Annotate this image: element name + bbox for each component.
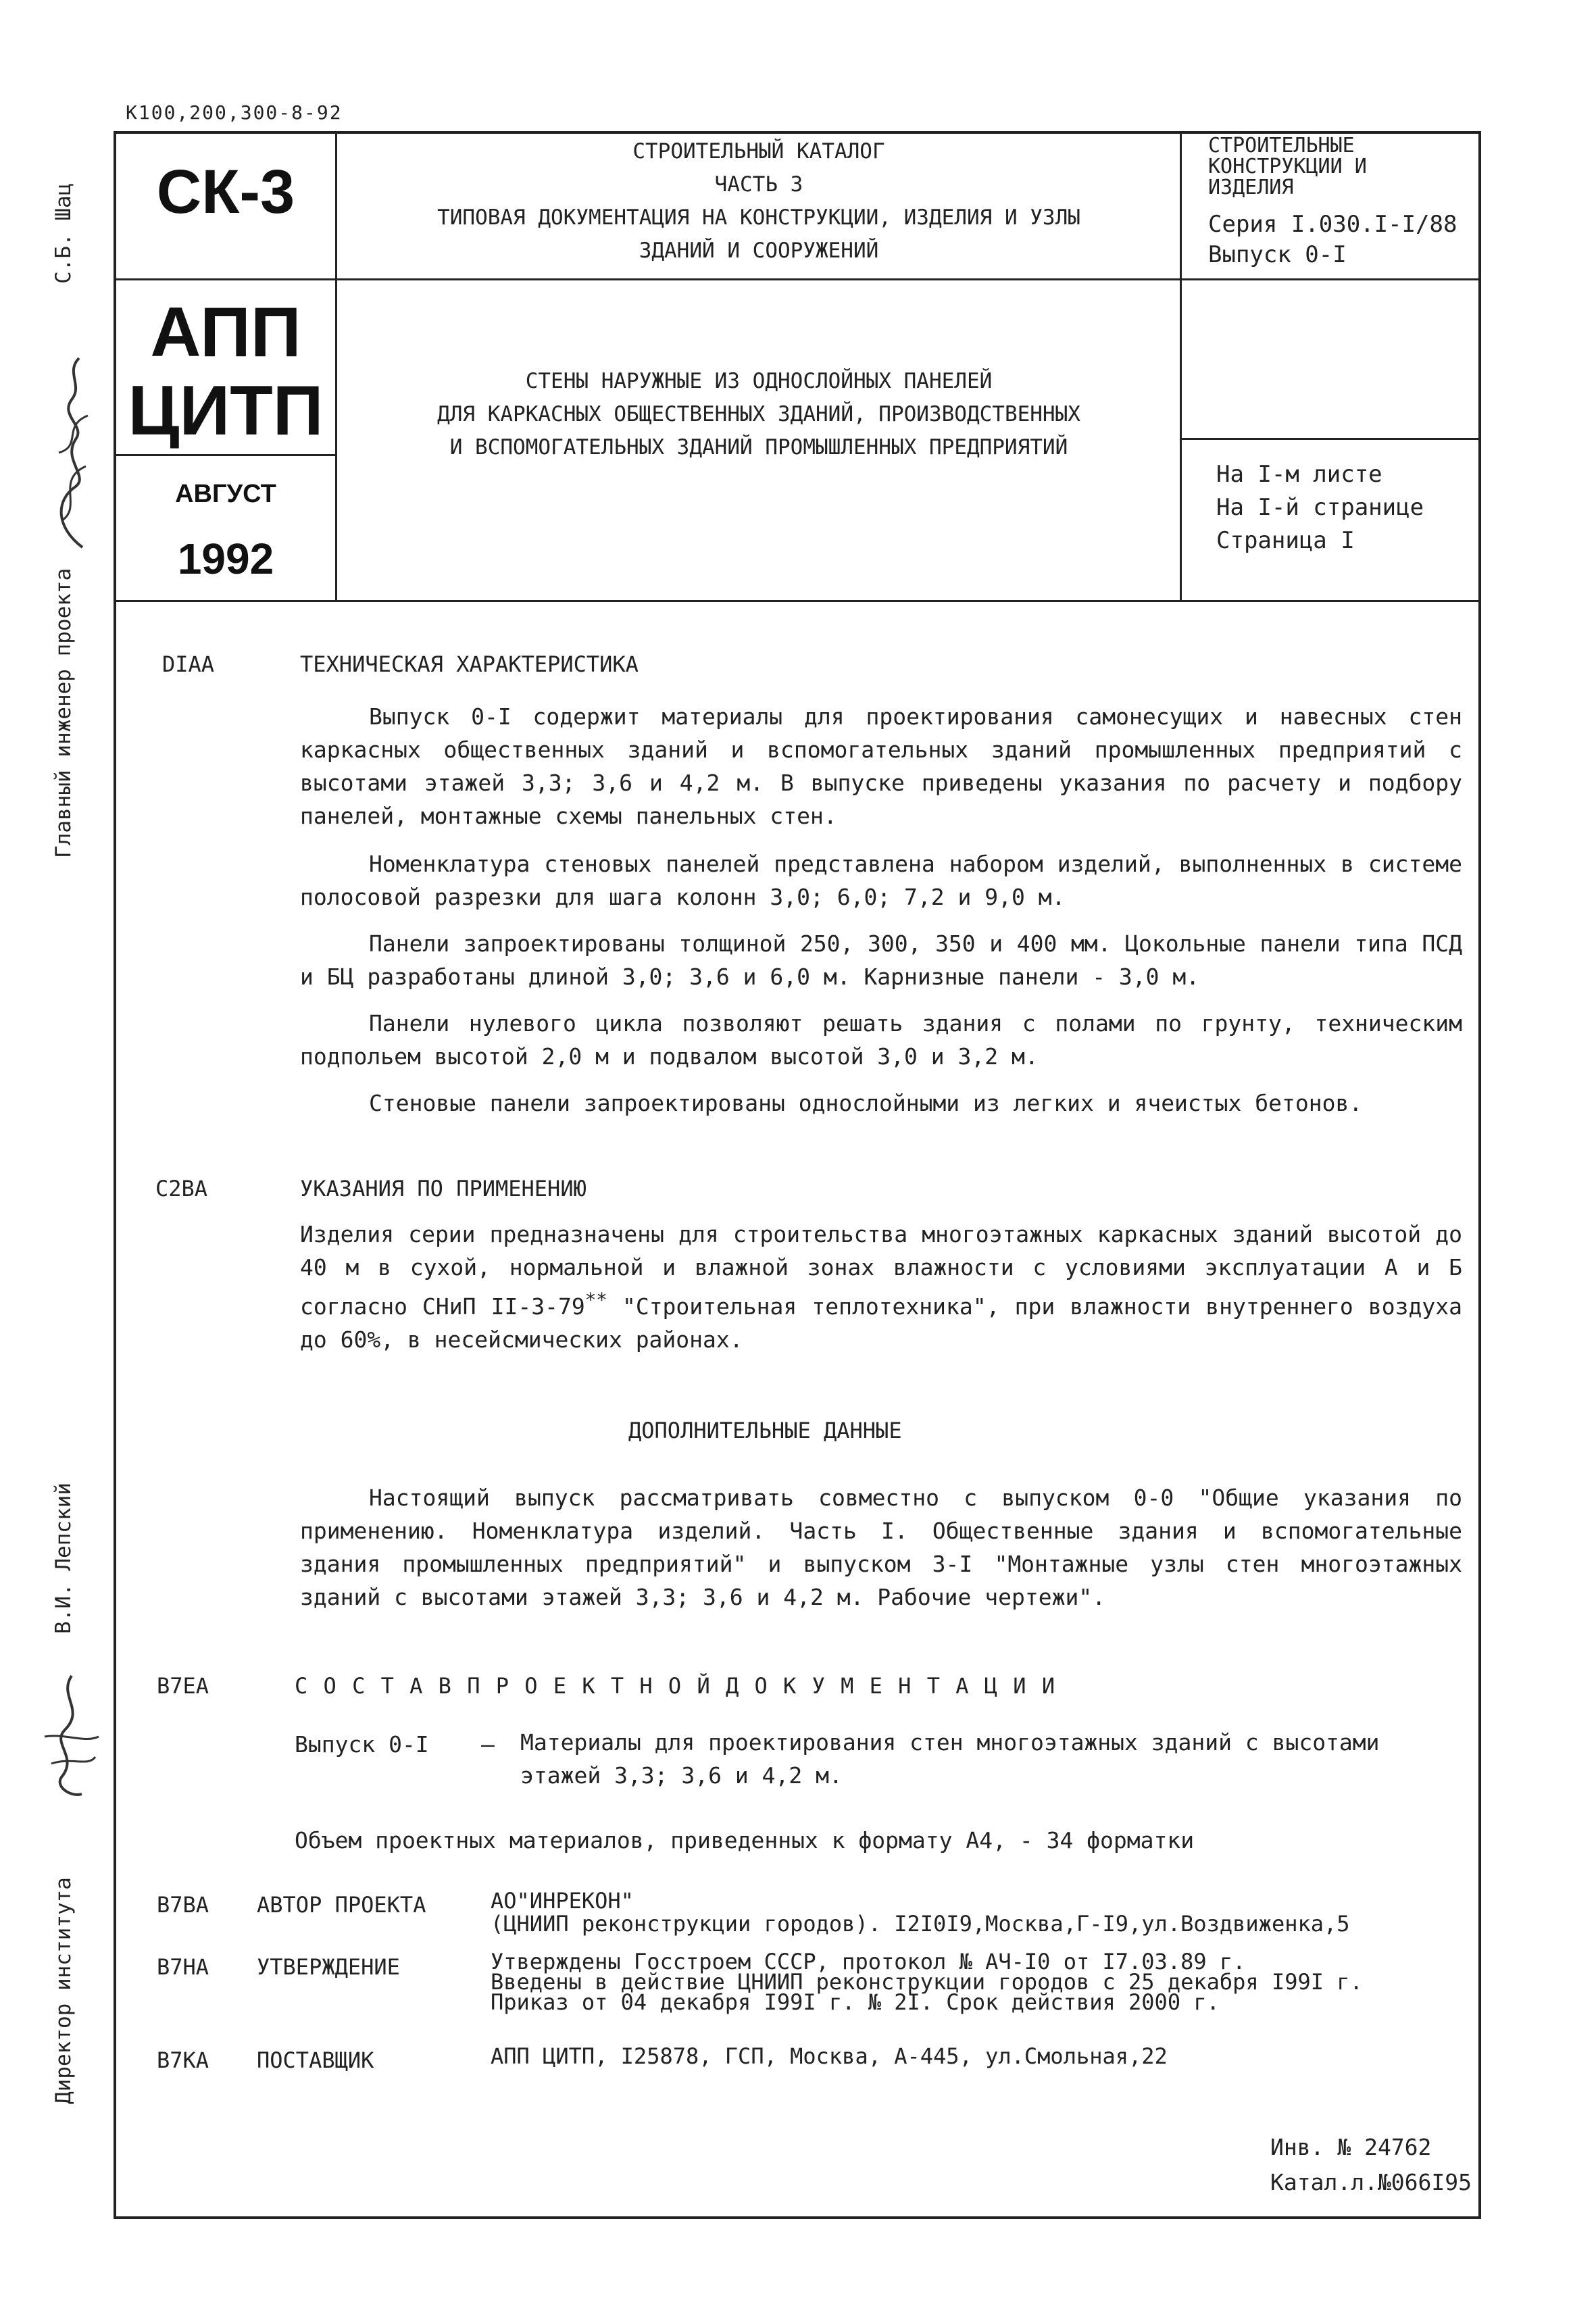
- publisher-name-2: ЦИТП: [128, 372, 324, 450]
- supplier-line: АПП ЦИТП, I25878, ГСП, Москва, А-445, ул.Смольная,22: [491, 2043, 1168, 2069]
- section-code: B7BA: [157, 1892, 209, 1918]
- issue-description: Материалы для проектирования стен многоэтажных зданий с высотами этажей 3,3; 3,6 и 4,2 м.: [520, 1729, 1380, 1789]
- title-line: СТЕНЫ НАРУЖНЫЕ ИЗ ОДНОСЛОЙНЫХ ПАНЕЛЕЙ: [525, 369, 993, 393]
- approval-line: Введены в действие ЦНИИП реконструкции городов с 25 декабря I99I г.: [491, 1969, 1363, 1995]
- section-heading: ТЕХНИЧЕСКАЯ ХАРАКТЕРИСТИКА: [300, 651, 639, 677]
- title-line: И ВСПОМОГАТЕЛЬНЫХ ЗДАНИЙ ПРОМЫШЛЕННЫХ ПРЕДПРИЯТИЙ: [449, 435, 1068, 459]
- catalog-line: СТРОИТЕЛЬНЫЙ КАТАЛОГ: [632, 139, 885, 164]
- series-line: СТРОИТЕЛЬНЫЕ: [1208, 134, 1355, 157]
- publish-year: 1992: [177, 534, 274, 583]
- header-row-divider: [114, 278, 1481, 280]
- director-signature: [31, 1669, 105, 1804]
- supplier-label: ПОСТАВЩИК: [257, 2047, 374, 2073]
- title-line: ДЛЯ КАРКАСНЫХ ОБЩЕСТВЕННЫХ ЗДАНИЙ, ПРОИЗВОДСТВЕННЫХ: [437, 402, 1080, 426]
- paragraph-text: "Строительная теплотехника", при влажности внутреннего воздуха до 60%, в несейсмических районах.: [300, 1293, 1462, 1353]
- approval-line: Утверждены Госстроем СССР, протокол № АЧ-I0 от I7.03.89 г.: [491, 1949, 1246, 1974]
- inventory-number: Инв. № 24762: [1270, 2134, 1432, 2160]
- dash: –: [481, 1731, 495, 1758]
- author-line: АО"ИНРЕКОН": [491, 1888, 634, 1914]
- chief-engineer-name: С.Б. Шац: [51, 182, 76, 284]
- director-title: Директор института: [51, 1877, 76, 2104]
- series-line: ИЗДЕЛИЯ: [1208, 176, 1294, 199]
- paragraph: Номенклатура стеновых панелей представлена набором изделий, выполненных в системе полосовой разрезки для шага колонн 3,0; 6,0; 7,2 и 9,0 м.: [300, 851, 1462, 910]
- section-code: C2BA: [155, 1176, 208, 1201]
- footnote-mark: **: [584, 1289, 607, 1311]
- series-info: [1208, 135, 1478, 266]
- section-code: B7KA: [157, 2047, 209, 2073]
- approval-info: [491, 1949, 1363, 2015]
- director-name: В.И. Лепский: [51, 1483, 76, 1634]
- header-divider-right: [1180, 131, 1182, 600]
- paragraph: Выпуск 0-I содержит материалы для проектирования самонесущих и навесных стен каркасных общественных зданий и вспомогательных зданий промышленных предприятий с высотами этажей 3,3; 3,6 и 4,2 м. В выпуске приведены указания по расчету и подбору панелей, монтажные схемы панельных стен.: [300, 703, 1462, 829]
- sheet-info: [1216, 458, 1480, 557]
- approval-label: УТВЕРЖДЕНИЕ: [257, 1954, 400, 1980]
- catalog-line: ЧАСТЬ 3: [714, 172, 803, 197]
- chief-engineer-title: Главный инженер проекта: [51, 568, 76, 858]
- catalog-code: СК-3: [156, 157, 295, 226]
- sheet-line: На I-м листе: [1216, 461, 1382, 488]
- publisher-name: АПП: [150, 293, 301, 372]
- catalog-sheet-number: Катал.л.№066I95: [1270, 2169, 1472, 2195]
- series-divider: [1180, 438, 1481, 440]
- section-heading: С О С Т А В П Р О Е К Т Н О Й Д О К У М Е Н Т А Ц И И: [295, 1673, 1057, 1699]
- catalog-line: ТИПОВАЯ ДОКУМЕНТАЦИЯ НА КОНСТРУКЦИИ, ИЗДЕЛИЯ И УЗЛЫ: [437, 205, 1080, 230]
- section-code: DIAA: [162, 651, 215, 677]
- issue-number: Выпуск 0-I: [1208, 241, 1347, 268]
- series-number: Серия I.030.I-I/88: [1208, 211, 1457, 238]
- section-heading: УКАЗАНИЯ ПО ПРИМЕНЕНИЮ: [300, 1176, 587, 1201]
- header-divider-left: [335, 131, 337, 600]
- supplier-info: [491, 2045, 1168, 2068]
- author-info: [491, 1889, 1350, 1935]
- paragraph: Панели нулевого цикла позволяют решать здания с полами по грунту, техническим подпольем высотой 2,0 м и подвалом высотой 3,0 и 3,2 м.: [300, 1010, 1462, 1070]
- paragraph: Панели запроектированы толщиной 250, 300, 350 и 400 мм. Цокольные панели типа ПСД и БЦ разработаны длиной 3,0; 3,6 и 6,0 м. Карнизные панели - 3,0 м.: [300, 930, 1462, 990]
- paragraph: [300, 1218, 1462, 1356]
- logo-divider: [116, 454, 335, 456]
- volume-info: Объем проектных материалов, приведенных к формату А4, - 34 форматки: [295, 1827, 1195, 1853]
- section-code: B7HA: [157, 1954, 209, 1980]
- document-title: [338, 365, 1180, 464]
- reference-code: К100,200,300-8-92: [126, 101, 343, 124]
- approval-line: Приказ от 04 декабря I99I г. № 2I. Срок действия 2000 г.: [491, 1989, 1220, 2015]
- series-line: КОНСТРУКЦИИ И: [1208, 155, 1367, 178]
- publish-month: АВГУСТ: [175, 480, 276, 508]
- catalog-description: [338, 135, 1180, 268]
- chief-engineer-signature: [35, 351, 103, 554]
- author-line: (ЦНИИП реконструкции городов). I2I0I9,Москва,Г-I9,ул.Воздвиженка,5: [491, 1911, 1350, 1937]
- section-heading: ДОПОЛНИТЕЛЬНЫЕ ДАННЫЕ: [628, 1418, 902, 1443]
- paragraph: Настоящий выпуск рассматривать совместно с выпуском 0-0 "Общие указания по применению. Номенклатура изделий. Часть I. Общественные здания и вспомогательные здания промышленных предприятий" и выпуском 3-I "Монтажные узлы стен многоэтажных зданий с высотами этажей 3,3; 3,6 и 4,2 м. Рабочие чертежи".: [300, 1485, 1462, 1610]
- header-bottom-divider: [114, 600, 1481, 602]
- paragraph: Стеновые панели запроектированы однослойными из легких и ячеистых бетонов.: [369, 1090, 1363, 1116]
- paragraph-text: Изделия серии предназначены для строительства многоэтажных каркасных зданий высотой до 40 м в сухой, нормальной и влажной зонах влажности с условиями эксплуатации А и Б согласно СНиП II-3-79: [300, 1221, 1462, 1320]
- catalog-line: ЗДАНИЙ И СООРУЖЕНИЙ: [639, 239, 879, 263]
- sheet-line: На I-й странице: [1216, 494, 1424, 521]
- section-code: B7EA: [157, 1673, 209, 1699]
- issue-label: Выпуск 0-I: [295, 1731, 429, 1758]
- author-label: АВТОР ПРОЕКТА: [257, 1892, 426, 1918]
- sheet-line: Страница I: [1216, 527, 1355, 554]
- inventory-info: [1270, 2130, 1472, 2200]
